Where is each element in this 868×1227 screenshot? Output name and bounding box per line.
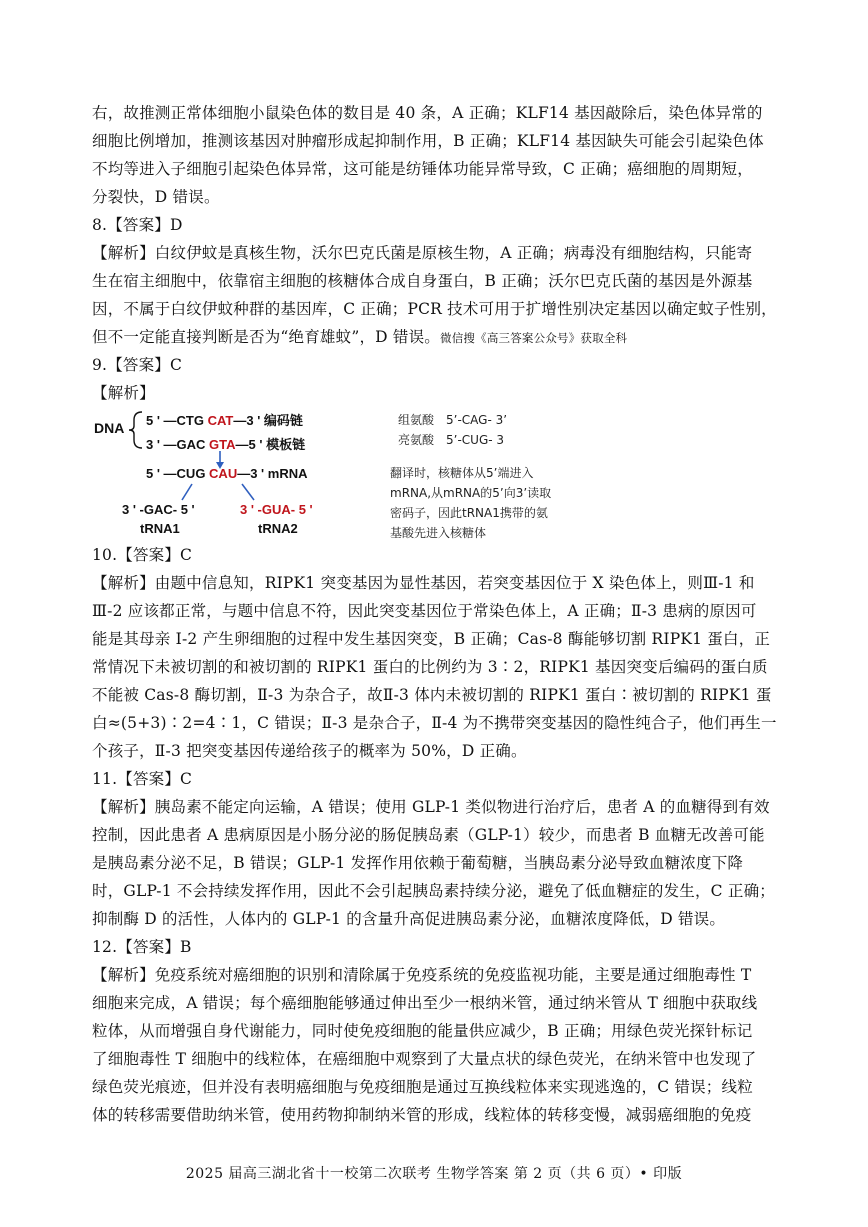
text-line: 绿色荧光痕迹，但并没有表明癌细胞与免疫细胞是通过互换线粒体来实现逃逸的，C 错误；线粒 (92, 1078, 753, 1096)
analysis-label: 【解析】 (92, 384, 155, 402)
page-footer: 2025 届高三湖北省十一校第二次联考 生物学答案 第 2 页（共 6 页）• 印版 (185, 1166, 683, 1182)
text-line: 不能被 Cas-8 酶切割，Ⅱ-3 为杂合子，故Ⅱ-3 体内未被切割的 RIPK1 蛋白∶被切割的 RIPK1 蛋 (92, 686, 772, 704)
text-line: 粒体，从而增强自身代谢能力，同时使免疫细胞的能量供应减少，B 正确；用绿色荧光探针标记 (92, 1022, 753, 1040)
diagram-note-line: 密码子，因此tRNA1携带的氨 (390, 506, 548, 520)
answer-heading-q11: 11.【答案】C (92, 770, 193, 788)
trna2-anticodon: 3 ' -GUA- 5 ' (240, 502, 313, 517)
coding-strand-prefix: 5 ' —CTG (146, 413, 208, 428)
text-line: 分裂快，D 错误。 (92, 188, 220, 206)
text-line: 常情况下未被切割的和被切割的 RIPK1 蛋白的比例约为 3∶2，RIPK1 基因突变后编码的蛋白质 (92, 658, 768, 676)
text-line: 白≈(5+3)∶2=4∶1，C 错误；Ⅱ-3 是杂合子，Ⅱ-4 为不携带突变基因的隐性纯合子，他们再生一 (92, 714, 777, 732)
pairing-arrows-icon (170, 482, 280, 504)
text-line: 【解析】胰岛素不能定向运输，A 错误；使用 GLP-1 类似物进行治疗后，患者 A 的血糖得到有效 (92, 798, 770, 816)
text-line: 时，GLP-1 不会持续发挥作用，因此不会引起胰岛素持续分泌，避免了低血糖症的发生，C 正确； (92, 882, 775, 900)
text-line: 是胰岛素分泌不足，B 错误；GLP-1 发挥作用依赖于葡萄糖，当胰岛素分泌导致血糖浓度下降 (92, 854, 744, 872)
text-line: 右，故推测正常体细胞小鼠染色体的数目是 40 条，A 正确；KLF14 基因敲除后，染色体异常的 (92, 104, 763, 122)
mrna-strand-suffix: —3 ' mRNA (237, 466, 308, 481)
trna1-label: tRNA1 (140, 521, 180, 536)
mrna-strand (146, 466, 308, 481)
text-line: 【解析】免疫系统对癌细胞的识别和清除属于免疫系统的免疫监视功能，主要是通过细胞毒性 T (92, 966, 752, 984)
trna1-anticodon: 3 ' -GAC- 5 ' (122, 502, 195, 517)
text-segment: 但不一定能直接判断是否为“绝育雄蚊”，D 错误。 (92, 328, 441, 346)
diagram-note-line: 翻译时，核糖体从5’端进入 (390, 466, 534, 480)
coding-strand-suffix: —3 ' 编码链 (233, 413, 303, 428)
text-line: 个孩子，Ⅱ-3 把突变基因传递给孩子的概率为 50%，D 正确。 (92, 742, 527, 760)
coding-strand (146, 410, 303, 429)
text-line: 细胞比例增加，推测该基因对肿瘤形成起抑制作用，B 正确；KLF14 基因缺失可能会引起染色体 (92, 132, 764, 150)
text-line: Ⅲ-2 应该都正常，与题中信息不符，因此突变基因位于常染色体上，A 正确；Ⅱ-3 患病的原因可 (92, 602, 757, 620)
amino-acid-leu: 亮氨酸 5’-CUG- 3 (398, 433, 505, 447)
text-line: 细胞来完成，A 错误；每个癌细胞能够通过伸出至少一根纳米管，通过纳米管从 T 细胞中获取线 (92, 994, 758, 1012)
answer-heading-q9: 9.【答案】C (92, 356, 183, 374)
text-line: 体的转移需要借助纳米管，使用药物抑制纳米管的形成，线粒体的转移变慢，减弱癌细胞的免疫 (92, 1106, 752, 1124)
amino-acid-his: 组氨酸 5’-CAG- 3’ (398, 413, 508, 427)
text-line: 控制，因此患者 A 患病原因是小肠分泌的肠促胰岛素（GLP-1）较少，而患者 B 血糖无改善可能 (92, 826, 765, 844)
dna-label: DNA (94, 420, 125, 436)
mrna-strand-codon: CAU (209, 466, 238, 481)
mrna-strand-prefix: 5 ' —CUG (146, 466, 210, 481)
answer-heading-q12: 12.【答案】B (92, 938, 192, 956)
text-line: 【解析】由题中信息知，RIPK1 突变基因为显性基因，若突变基因位于 X 染色体上，则Ⅲ-1 和 (92, 574, 755, 592)
template-strand-prefix: 3 ' —GAC (146, 437, 210, 452)
watermark-text: 微信搜《高三答案公众号》获取全科 (440, 331, 628, 345)
template-strand-suffix: —5 ' 模板链 (235, 437, 306, 452)
text-line: 因，不属于白纹伊蚊种群的基因库，C 正确；PCR 技术可用于扩增性别决定基因以确定蚊子性别， (92, 300, 777, 318)
text-line: 生在宿主细胞中，依靠宿主细胞的核糖体合成自身蛋白，B 正确；沃尔巴克氏菌的基因是外源基 (92, 272, 753, 290)
answer-heading-q10: 10.【答案】C (92, 546, 193, 564)
template-strand-codon: GTA (209, 437, 236, 452)
text-line: 抑制酶 D 的活性，人体内的 GLP-1 的含量升高促进胰岛素分泌，血糖浓度降低，D 错误。 (92, 910, 726, 928)
trna2-label: tRNA2 (258, 521, 298, 536)
text-line (92, 324, 792, 352)
brace-icon (128, 410, 144, 450)
text-line: 不均等进入子细胞引起染色体异常，这可能是纺锤体功能异常导致，C 正确；癌细胞的周期短， (92, 160, 753, 178)
answer-heading-q8: 8.【答案】D (92, 216, 183, 234)
text-line: 【解析】白纹伊蚊是真核生物，沃尔巴克氏菌是原核生物，A 正确；病毒没有细胞结构，只能寄 (92, 244, 753, 262)
coding-strand-codon: CAT (207, 413, 234, 428)
diagram-note-line: 基酸先进入核糖体 (390, 526, 487, 540)
text-line: 了细胞毒性 T 细胞中的线粒体，在癌细胞中观察到了大量点状的绿色荧光，在纳米管中也发现了 (92, 1050, 757, 1068)
text-line: 能是其母亲 I-2 产生卵细胞的过程中发生基因突变，B 正确；Cas-8 酶能够切割 RIPK1 蛋白，正 (92, 630, 771, 648)
diagram-note-line: mRNA,从mRNA的5’向3’读取 (390, 486, 552, 500)
